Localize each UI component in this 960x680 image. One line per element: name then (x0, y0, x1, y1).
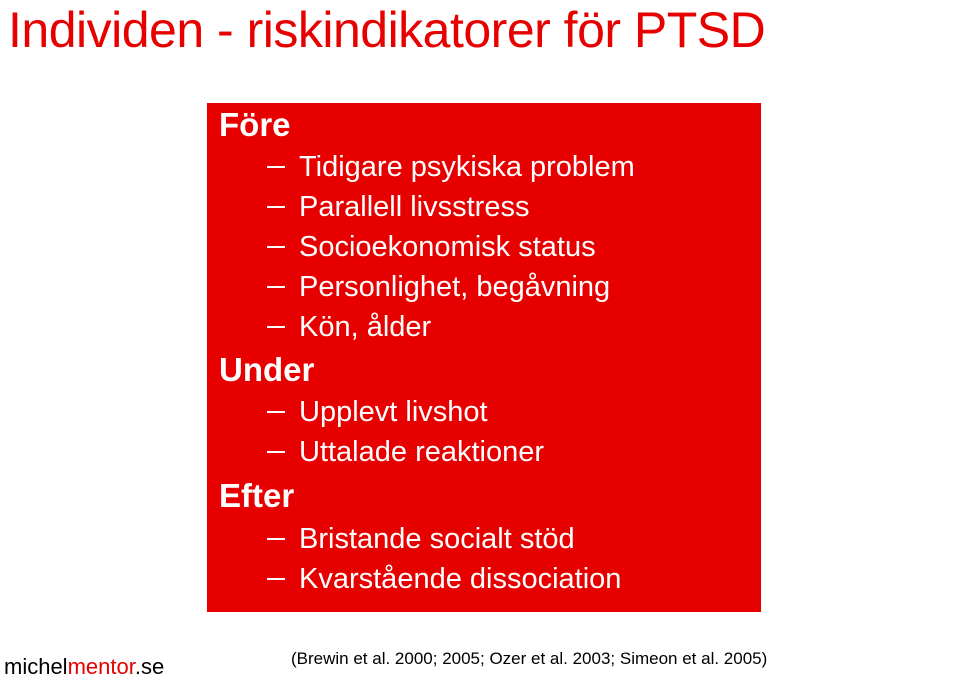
list-item-text: Socioekonomisk status (299, 231, 596, 263)
list-item (267, 229, 596, 265)
dash-bullet-icon (267, 451, 285, 453)
slide-title: Individen - riskindikatorer för PTSD (8, 2, 766, 58)
list-item-text: Personlighet, begåvning (299, 271, 611, 303)
list-item-text: Kön, ålder (299, 311, 432, 343)
list-item-text: Parallell livsstress (299, 191, 530, 223)
dash-bullet-icon (267, 286, 285, 288)
logo-text-michel: michel (4, 654, 68, 679)
logo-text-domain: .se (134, 654, 165, 679)
dash-bullet-icon (267, 166, 285, 168)
section-heading-fore: Före (219, 106, 291, 143)
dash-bullet-icon (267, 578, 285, 580)
list-item (267, 189, 529, 225)
list-item (267, 561, 621, 597)
list-item-text: Kvarstående dissociation (299, 563, 622, 595)
dash-bullet-icon (267, 246, 285, 248)
list-item (267, 269, 610, 305)
list-item (267, 149, 635, 185)
site-logo (4, 654, 164, 680)
list-item-text: Uttalade reaktioner (299, 436, 545, 468)
list-item (267, 521, 575, 557)
logo-text-mentor: mentor (67, 654, 135, 679)
list-item (267, 434, 544, 470)
citation: (Brewin et al. 2000; 2005; Ozer et al. 2003; Simeon et al. 2005) (291, 649, 768, 668)
list-item-text: Tidigare psykiska problem (299, 151, 635, 183)
list-item-text: Upplevt livshot (299, 396, 488, 428)
dash-bullet-icon (267, 411, 285, 413)
list-item-text: Bristande socialt stöd (299, 523, 575, 555)
section-heading-efter: Efter (219, 477, 295, 514)
dash-bullet-icon (267, 206, 285, 208)
dash-bullet-icon (267, 326, 285, 328)
list-item (267, 309, 431, 345)
section-heading-under: Under (219, 351, 315, 388)
list-item (267, 394, 488, 430)
dash-bullet-icon (267, 538, 285, 540)
risk-indicator-box (207, 103, 761, 612)
